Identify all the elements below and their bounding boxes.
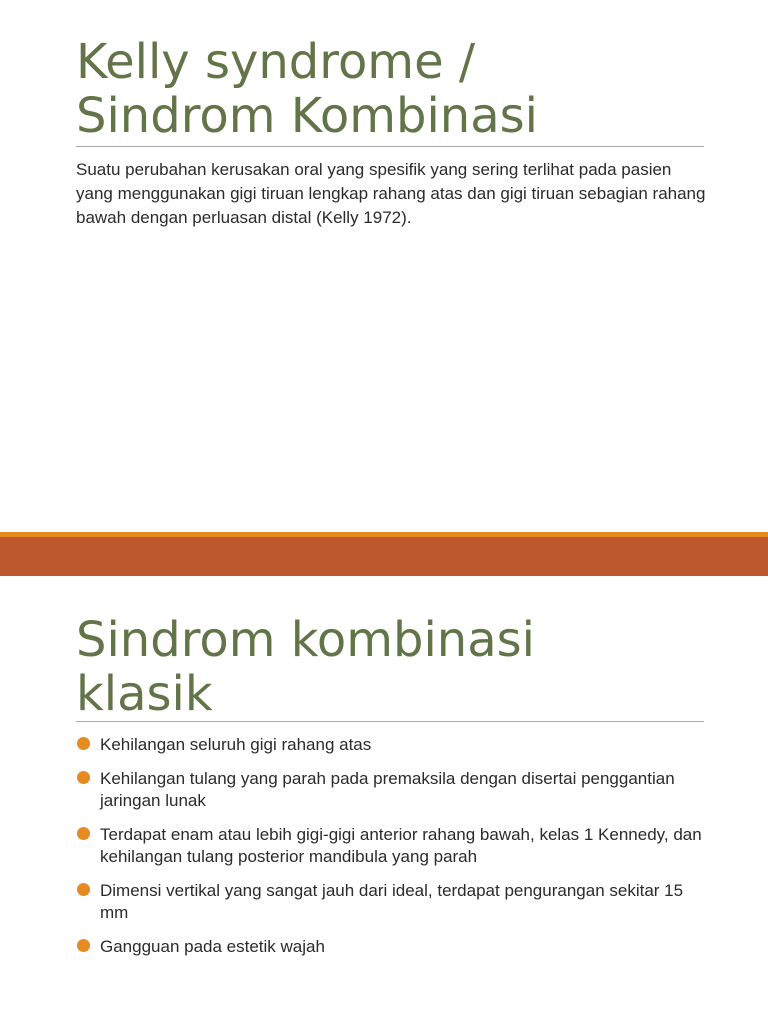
slide-title bbox=[76, 613, 535, 721]
slide-title-line-1: Sindrom kombinasi bbox=[76, 612, 535, 668]
bullet-dot-icon bbox=[77, 827, 90, 840]
bullet-list bbox=[76, 734, 706, 970]
title-underline bbox=[76, 721, 704, 722]
bullet-dot-icon bbox=[77, 737, 90, 750]
bullet-text: Kehilangan seluruh gigi rahang atas bbox=[100, 735, 372, 754]
slide-divider-band bbox=[0, 537, 768, 576]
bullet-text: Terdapat enam atau lebih gigi-gigi anterior rahang bawah, kelas 1 Kennedy, dan kehilangan tulang posterior mandibula yang parah bbox=[100, 825, 702, 866]
bullet-item bbox=[76, 734, 706, 756]
definition-paragraph: Suatu perubahan kerusakan oral yang spesifik yang sering terlihat pada pasien yang menggunakan gigi tiruan lengkap rahang atas dan gigi tiruan sebagian rahang bawah dengan perluasan distal (Kelly 1972). bbox=[76, 160, 706, 227]
slide-title-line-2: klasik bbox=[76, 666, 213, 722]
title-underline bbox=[76, 146, 704, 147]
slide-title-line-1: Kelly syndrome / bbox=[76, 34, 476, 90]
bullet-item bbox=[76, 768, 706, 812]
bullet-dot-icon bbox=[77, 771, 90, 784]
bullet-text: Dimensi vertikal yang sangat jauh dari ideal, terdapat pengurangan sekitar 15 mm bbox=[100, 881, 684, 922]
bullet-item bbox=[76, 936, 706, 958]
bullet-text: Kehilangan tulang yang parah pada premaksila dengan disertai penggantian jaringan lunak bbox=[100, 769, 675, 810]
bullet-item bbox=[76, 880, 706, 924]
bullet-text: Gangguan pada estetik wajah bbox=[100, 937, 325, 956]
slide-sindrom-kombinasi-klasik bbox=[0, 576, 768, 1024]
slide-title bbox=[76, 35, 538, 143]
bullet-dot-icon bbox=[77, 939, 90, 952]
bullet-item bbox=[76, 824, 706, 868]
slide-title-line-2: Sindrom Kombinasi bbox=[76, 88, 538, 144]
bullet-dot-icon bbox=[77, 883, 90, 896]
